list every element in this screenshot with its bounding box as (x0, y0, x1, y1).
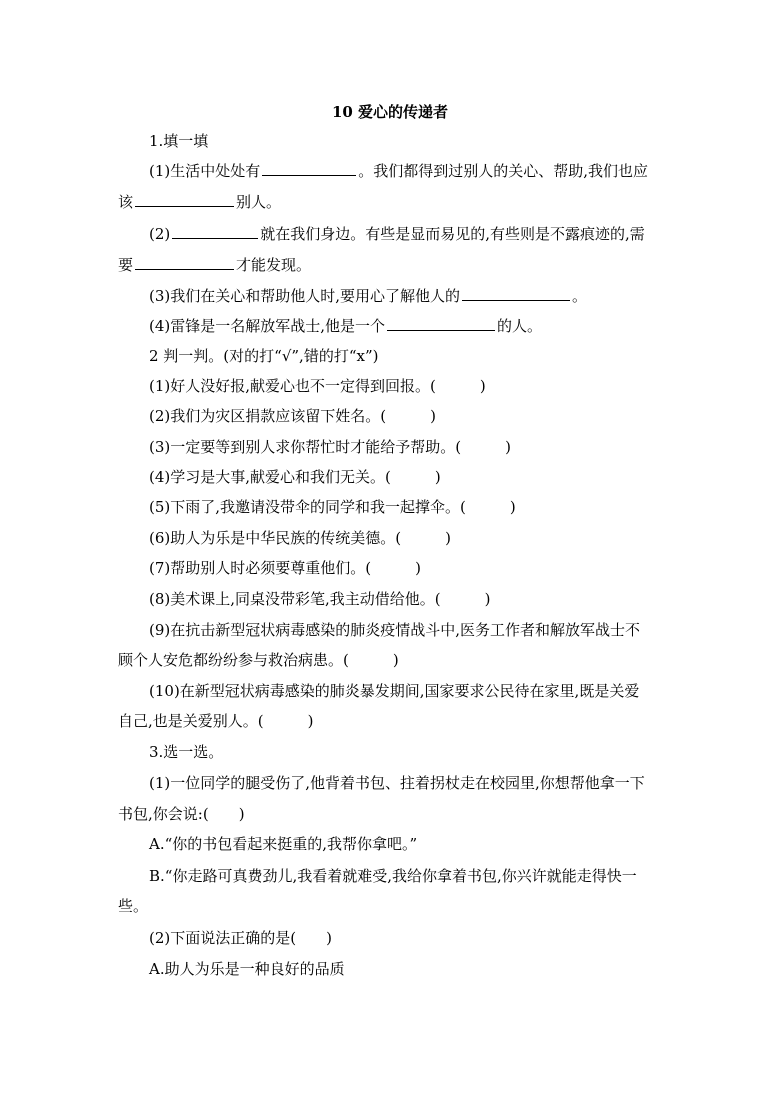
answer-blank[interactable] (462, 285, 570, 301)
fill-question-4: (4)雷锋是一名解放军战士,他是一个 的人。 (149, 317, 543, 335)
page-title: 10 爱心的传递者 (331, 103, 449, 121)
choice-option-a: A.“你的书包看起来挺重的,我帮你拿吧。” (149, 835, 418, 853)
answer-blank[interactable] (135, 191, 234, 207)
fill-question-3: (3)我们在关心和帮助他人时,要用心了解他人的 。 (149, 287, 588, 305)
answer-blank[interactable] (387, 315, 495, 331)
choice-question-2: (2)下面说法正确的是( ) (149, 929, 332, 947)
choice-option-a: A.助人为乐是一种良好的品质 (149, 960, 345, 978)
judge-item: (6)助人为乐是中华民族的传统美德。( ) (149, 529, 451, 547)
section1-heading: 1.填一填 (149, 132, 209, 150)
judge-item-9-cont: 顾个人安危都纷纷参与救治病患。( ) (118, 651, 399, 669)
judge-item: (8)美术课上,同桌没带彩笔,我主动借给他。( ) (149, 590, 491, 608)
judge-item: (3)一定要等到别人求你帮忙时才能给予帮助。( ) (149, 438, 511, 456)
judge-item: (2)我们为灾区捐款应该留下姓名。( ) (149, 407, 436, 425)
choice-question-1-cont: 书包,你会说:( ) (118, 805, 245, 823)
fill-question-1-cont: 该 别人。 (118, 193, 282, 211)
judge-item: (4)学习是大事,献爱心和我们无关。( ) (149, 468, 441, 486)
fill-question-2-cont: 要 才能发现。 (118, 256, 312, 274)
answer-blank[interactable] (172, 223, 258, 239)
judge-item-10-cont: 自己,也是关爱别人。( ) (118, 712, 314, 730)
judge-item: (1)好人没好报,献爱心也不一定得到回报。( ) (149, 377, 486, 395)
choice-option-b-cont: 些。 (118, 897, 149, 915)
judge-item: (5)下雨了,我邀请没带伞的同学和我一起撑伞。( ) (149, 498, 516, 516)
choice-question-1: (1)一位同学的腿受伤了,他背着书包、拄着拐杖走在校园里,你想帮他拿一下 (149, 774, 645, 792)
section2-heading: 2 判一判。(对的打“√”,错的打“x”) (149, 347, 379, 365)
choice-option-b: B.“你走路可真费劲儿,我看着就难受,我给你拿着书包,你兴许就能走得快一 (149, 867, 637, 885)
judge-item-9: (9)在抗击新型冠状病毒感染的肺炎疫情战斗中,医务工作者和解放军战士不 (149, 621, 641, 639)
answer-blank[interactable] (135, 254, 234, 270)
section3-heading: 3.选一选。 (149, 743, 224, 761)
answer-blank[interactable] (262, 160, 356, 176)
judge-item-10: (10)在新型冠状病毒感染的肺炎暴发期间,国家要求公民待在家里,既是关爱 (149, 682, 640, 700)
fill-question-1: (1)生活中处处有 。我们都得到过别人的关心、帮助,我们也应 (149, 162, 649, 180)
judge-item: (7)帮助别人时必须要尊重他们。( ) (149, 559, 421, 577)
fill-question-2: (2) 就在我们身边。有些是显而易见的,有些则是不露痕迹的,需 (149, 225, 645, 243)
